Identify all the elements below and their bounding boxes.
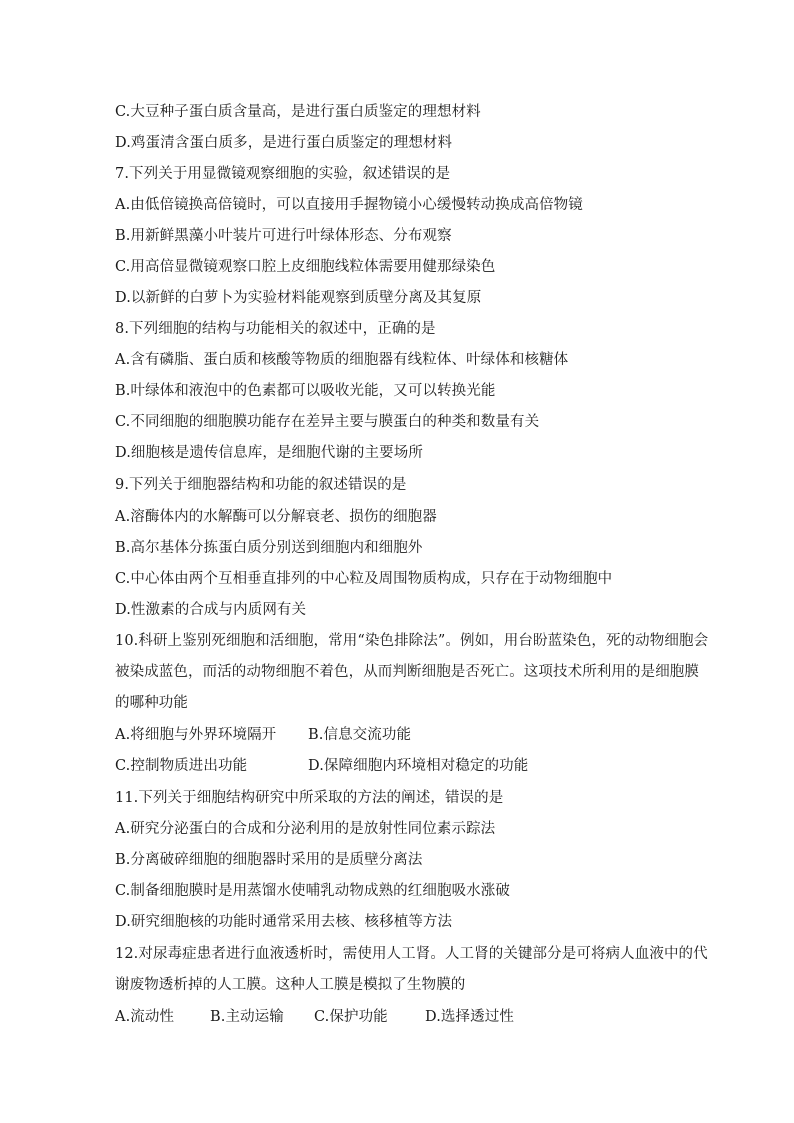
q9-option-b: B.高尔基体分拣蛋白质分别送到细胞内和细胞外 [115,540,423,556]
q8-option-d: D.细胞核是遗传信息库，是细胞代谢的主要场所 [115,445,423,461]
q10-stem-line1: 10.科研上鉴别死细胞和活细胞，常用“染色排除法”。例如，用台盼蓝染色，死的动物细胞会 [115,633,709,649]
q10-option-c: C.控制物质进出功能 [115,758,248,774]
q9-option-c: C.中心体由两个互相垂直排列的中心粒及周围物质构成，只存在于动物细胞中 [115,571,613,587]
q10-option-a: A.将细胞与外界环境隔开 [115,727,277,743]
q11-option-d: D.研究细胞核的功能时通常采用去核、核移植等方法 [115,914,453,930]
q11-option-b: B.分离破碎细胞的细胞器时采用的是质壁分离法 [115,852,423,868]
q9-option-a: A.溶酶体内的水解酶可以分解衰老、损伤的细胞器 [115,509,437,525]
q12-option-d: D.选择透过性 [425,1009,514,1025]
q11-stem: 11.下列关于细胞结构研究中所采取的方法的阐述，错误的是 [115,790,504,806]
q12-option-a: A.流动性 [115,1009,175,1025]
q9-option-d: D.性激素的合成与内质网有关 [115,602,307,618]
q10-option-b: B.信息交流功能 [308,727,412,743]
q7-stem: 7.下列关于用显微镜观察细胞的实验，叙述错误的是 [115,166,451,182]
q7-option-d: D.以新鲜的白萝卜为实验材料能观察到质壁分离及其复原 [115,290,482,306]
q10-stem-line2: 被染成蓝色，而活的动物细胞不着色，从而判断细胞是否死亡。这项技术所利用的是细胞膜 [115,664,699,680]
q7-option-a: A.由低倍镜换高倍镜时，可以直接用手握物镜小心缓慢转动换成高倍物镜 [115,197,583,213]
q6-option-d: D.鸡蛋清含蛋白质多，是进行蛋白质鉴定的理想材料 [115,135,453,151]
q8-option-b: B.叶绿体和液泡中的色素都可以吸收光能，又可以转换光能 [115,383,496,399]
q11-option-a: A.研究分泌蛋白的合成和分泌利用的是放射性同位素示踪法 [115,821,496,837]
q12-option-b: B.主动运输 [210,1009,284,1025]
q6-option-c: C.大豆种子蛋白质含量高，是进行蛋白质鉴定的理想材料 [115,104,481,120]
q10-stem-line3: 的哪种功能 [115,695,188,711]
q10-options-row1 [115,725,715,745]
q10-options-row2 [115,756,715,776]
q12-options-row [115,1007,715,1027]
q9-stem: 9.下列关于细胞器结构和功能的叙述错误的是 [115,477,407,493]
q8-option-c: C.不同细胞的细胞膜功能存在差异主要与膜蛋白的种类和数量有关 [115,414,540,430]
q11-option-c: C.制备细胞膜时是用蒸馏水使哺乳动物成熟的红细胞吸水涨破 [115,883,510,899]
q12-stem-line1: 12.对尿毒症患者进行血液透析时，需使用人工肾。人工肾的关键部分是可将病人血液中的代 [115,946,708,962]
q10-option-d: D.保障细胞内环境相对稳定的功能 [308,758,529,774]
q7-option-b: B.用新鲜黑藻小叶装片可进行叶绿体形态、分布观察 [115,228,452,244]
q8-option-a: A.含有磷脂、蛋白质和核酸等物质的细胞器有线粒体、叶绿体和核糖体 [115,352,569,368]
q7-option-c: C.用高倍显微镜观察口腔上皮细胞线粒体需要用健那绿染色 [115,259,496,275]
q8-stem: 8.下列细胞的结构与功能相关的叙述中，正确的是 [115,321,436,337]
q12-option-c: C.保护功能 [314,1009,388,1025]
q12-stem-line2: 谢废物透析掉的人工膜。这种人工膜是模拟了生物膜的 [115,977,466,993]
